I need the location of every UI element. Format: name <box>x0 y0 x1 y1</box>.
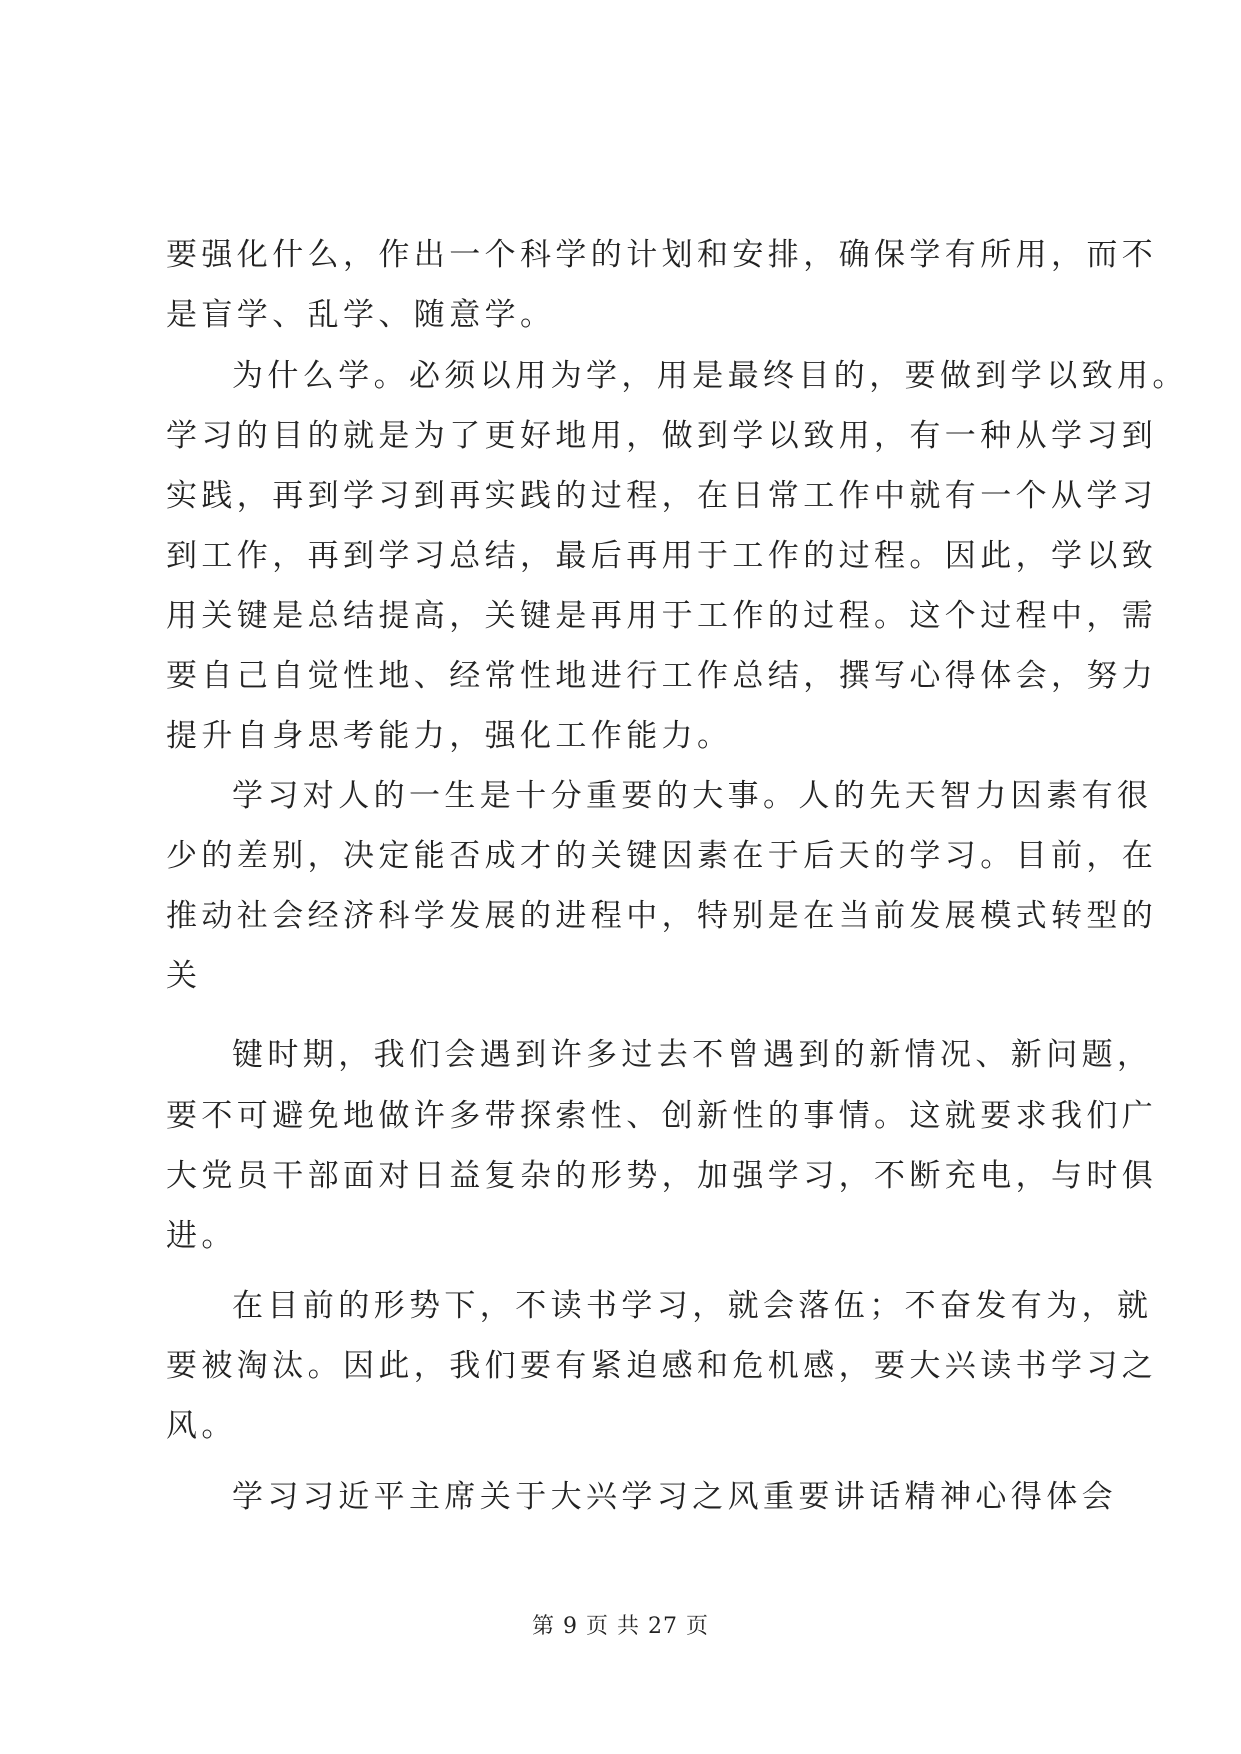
paragraph-first-line: 学习习近平主席关于大兴学习之风重要讲话精神心得体会 <box>232 1479 1117 1515</box>
body-line: 关 <box>166 958 202 994</box>
body-line: 要自己自觉性地、经常性地进行工作总结，撰写心得体会，努力 <box>166 658 1158 694</box>
body-line: 用关键是总结提高，关键是再用于工作的过程。这个过程中，需 <box>166 598 1158 634</box>
body-line: 要被淘汰。因此，我们要有紧迫感和危机感，要大兴读书学习之 <box>166 1348 1158 1384</box>
body-line: 大党员干部面对日益复杂的形势，加强学习，不断充电，与时俱 <box>166 1158 1158 1194</box>
body-line: 风。 <box>166 1408 237 1444</box>
body-line: 学习的目的就是为了更好地用，做到学以致用，有一种从学习到 <box>166 418 1158 454</box>
paragraph-first-line: 键时期，我们会遇到许多过去不曾遇到的新情况、新问题， <box>232 1037 1153 1073</box>
body-line: 要不可避免地做许多带探索性、创新性的事情。这就要求我们广 <box>166 1098 1158 1134</box>
paragraph-first-line: 为什么学。必须以用为学，用是最终目的，要做到学以致用。 <box>232 358 1188 394</box>
body-line: 进。 <box>166 1218 237 1254</box>
body-line: 实践，再到学习到再实践的过程，在日常工作中就有一个从学习 <box>166 478 1158 514</box>
paragraph-first-line: 学习对人的一生是十分重要的大事。人的先天智力因素有很 <box>232 778 1153 814</box>
body-line: 要强化什么，作出一个科学的计划和安排，确保学有所用，而不 <box>166 237 1158 273</box>
body-line: 到工作，再到学习总结，最后再用于工作的过程。因此，学以致 <box>166 538 1158 574</box>
page-number-footer: 第 9 页 共 27 页 <box>532 1614 709 1639</box>
body-line: 少的差别，决定能否成才的关键因素在于后天的学习。目前，在 <box>166 838 1158 874</box>
body-line: 提升自身思考能力，强化工作能力。 <box>166 718 733 754</box>
body-line: 是盲学、乱学、随意学。 <box>166 297 556 333</box>
paragraph-first-line: 在目前的形势下，不读书学习，就会落伍；不奋发有为，就 <box>232 1288 1153 1324</box>
body-line: 推动社会经济科学发展的进程中，特别是在当前发展模式转型的 <box>166 898 1158 934</box>
